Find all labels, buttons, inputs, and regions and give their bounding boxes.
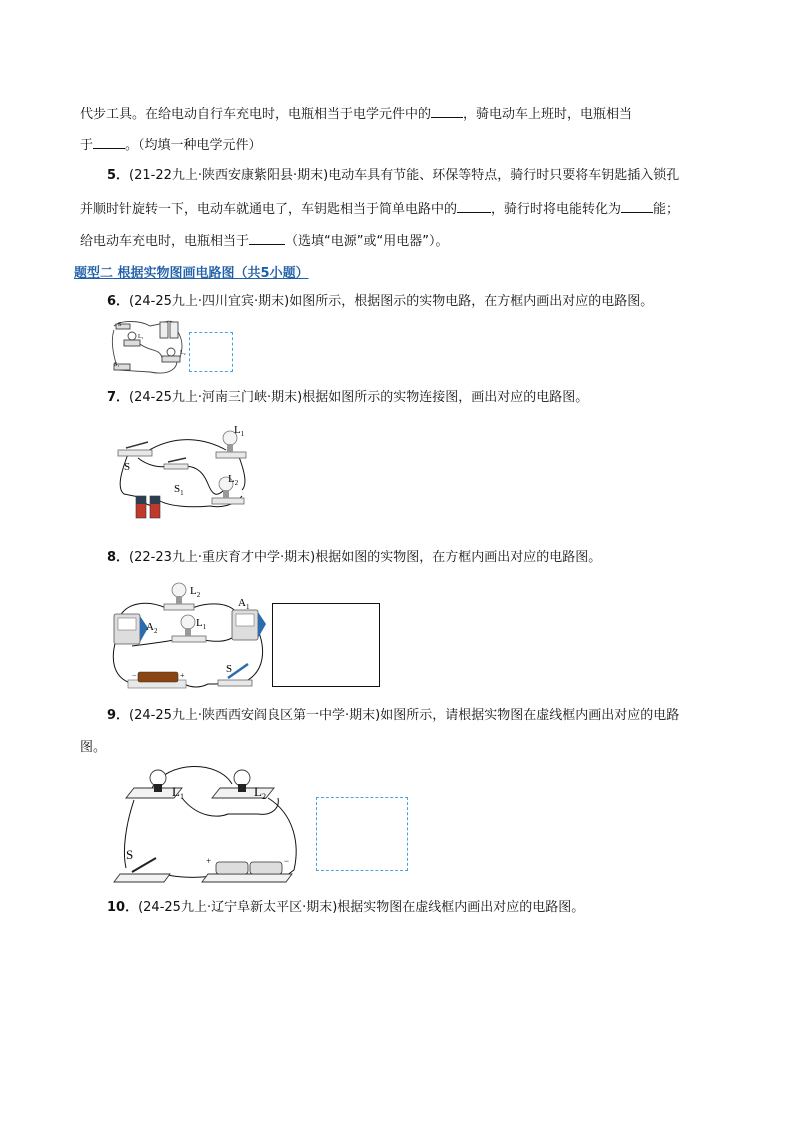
q6-label-l1: L₁ — [138, 334, 144, 340]
q9-source: (24-25九上·陕西西安阎良区第一中学·期末) — [129, 708, 381, 723]
q5-blank-1[interactable] — [457, 198, 491, 213]
q4-text-b: ，骑电动车上班时，电瓶相当 — [463, 107, 633, 122]
q8-line — [107, 548, 601, 568]
q7-switch-s1 — [164, 458, 188, 469]
q4-blank-2[interactable] — [93, 134, 125, 149]
q8-answer-box[interactable] — [272, 603, 380, 687]
q8-text: 根据如图的实物图，在方框内画出对应的电路图。 — [315, 550, 602, 565]
q5-blank-3[interactable] — [249, 230, 285, 245]
q4-line1 — [80, 103, 632, 125]
q8-battery — [128, 671, 186, 688]
q8-switch-s — [218, 664, 252, 686]
q4-text-c: 于 — [80, 138, 94, 153]
q4-line2 — [80, 134, 262, 156]
q8-source: (22-23九上·重庆育才中学·期末) — [129, 550, 316, 565]
q7-battery — [136, 496, 160, 518]
q5-text-2b: ，骑行时将电能转化为 — [491, 202, 622, 217]
q4-text-a: 代步工具。在给电动自行车充电时，电瓶相当于电学元件中的 — [80, 107, 432, 122]
q4-text-d: 。（均填一种电学元件） — [125, 138, 262, 153]
q5-line1 — [107, 166, 679, 186]
q5-text-2a: 并顺时针旋转一下，电动车就通电了，车钥匙相当于简单电路中的 — [80, 202, 458, 217]
q7-label-l2: $L_2$ — [228, 473, 239, 487]
q10-line — [107, 898, 584, 918]
q7-source: (24-25九上·河南三门峡·期末) — [129, 390, 303, 405]
q9-label-l2: $L_2$ — [254, 784, 266, 801]
q9-line2 — [80, 738, 106, 758]
q9-label-s: S — [126, 847, 134, 862]
section-heading: 题型二 根据实物图画电路图（共5小题） — [74, 266, 309, 281]
q9-answer-box[interactable] — [316, 797, 408, 871]
q5-number: 5． — [107, 168, 130, 183]
q9-number: 9． — [107, 708, 130, 723]
q7-line — [107, 388, 588, 408]
q5-source: (21-22九上·陕西安康紫阳县·期末) — [129, 168, 329, 183]
q8-label-s: S — [226, 663, 233, 675]
q6-source: (24-25九上·四川宜宾·期末) — [129, 294, 290, 309]
q8-ammeter-a2 — [114, 614, 148, 644]
q5-line3 — [80, 230, 448, 252]
q9-label-l1: $L_1$ — [172, 784, 184, 801]
q8-circuit-figure — [108, 580, 268, 692]
q5-text-3a: 给电动车充电时，电瓶相当于 — [80, 234, 250, 249]
q7-number: 7． — [107, 390, 130, 405]
q7-label-s: S — [124, 461, 131, 473]
q5-text-2c: 能； — [653, 202, 680, 217]
q4-blank-1[interactable] — [431, 103, 463, 118]
svg-text:+: + — [206, 856, 212, 866]
q9-switch-s — [114, 858, 170, 882]
q9-text-1: 如图所示，请根据实物图在虚线框内画出对应的电路 — [380, 708, 680, 723]
q10-text: 根据实物图在虚线框内画出对应的电路图。 — [337, 900, 585, 915]
q5-text-1: 电动车具有节能、环保等特点，骑行时只要将车钥匙插入锁孔 — [328, 168, 680, 183]
q8-number: 8． — [107, 550, 130, 565]
q7-circuit-figure — [108, 420, 258, 525]
q8-label-a1: $A_1$ — [238, 597, 250, 611]
svg-text:+: + — [180, 671, 185, 680]
q10-source: (24-25九上·辽宁阜新太平区·期末) — [138, 900, 338, 915]
q6-label-s1: S₁ — [114, 362, 120, 368]
q9-circuit-figure — [108, 764, 303, 889]
q10-number: 10． — [107, 900, 139, 915]
q6-number: 6． — [107, 294, 130, 309]
q8-ammeter-a1 — [232, 610, 266, 640]
q6-answer-box[interactable] — [189, 332, 233, 372]
q6-line — [107, 292, 653, 312]
q7-label-s1: $S_1$ — [174, 483, 184, 497]
q8-label-a2: $A_2$ — [146, 621, 158, 635]
q7-label-l1: $L_1$ — [234, 424, 245, 438]
q6-label-l2: L₂ — [180, 350, 186, 356]
q6-label-s: S — [118, 322, 122, 328]
q5-blank-2[interactable] — [621, 198, 653, 213]
q9-battery — [202, 856, 292, 882]
q8-label-l1: $L_1$ — [196, 617, 207, 631]
q7-switch-s — [118, 442, 152, 456]
svg-text:−: − — [284, 856, 290, 866]
q9-text-2: 图。 — [80, 740, 107, 755]
q7-text: 根据如图所示的实物连接图，画出对应的电路图。 — [302, 390, 589, 405]
q6-text: 如图所示，根据图示的实物电路，在方框内画出对应的电路图。 — [289, 294, 654, 309]
svg-text:−: − — [132, 671, 137, 680]
q9-line1 — [107, 706, 679, 726]
q5-line2 — [80, 198, 679, 220]
q8-label-l2: $L_2$ — [190, 585, 201, 599]
q5-text-3b: （选填“电源”或“用电器”）。 — [285, 234, 449, 249]
